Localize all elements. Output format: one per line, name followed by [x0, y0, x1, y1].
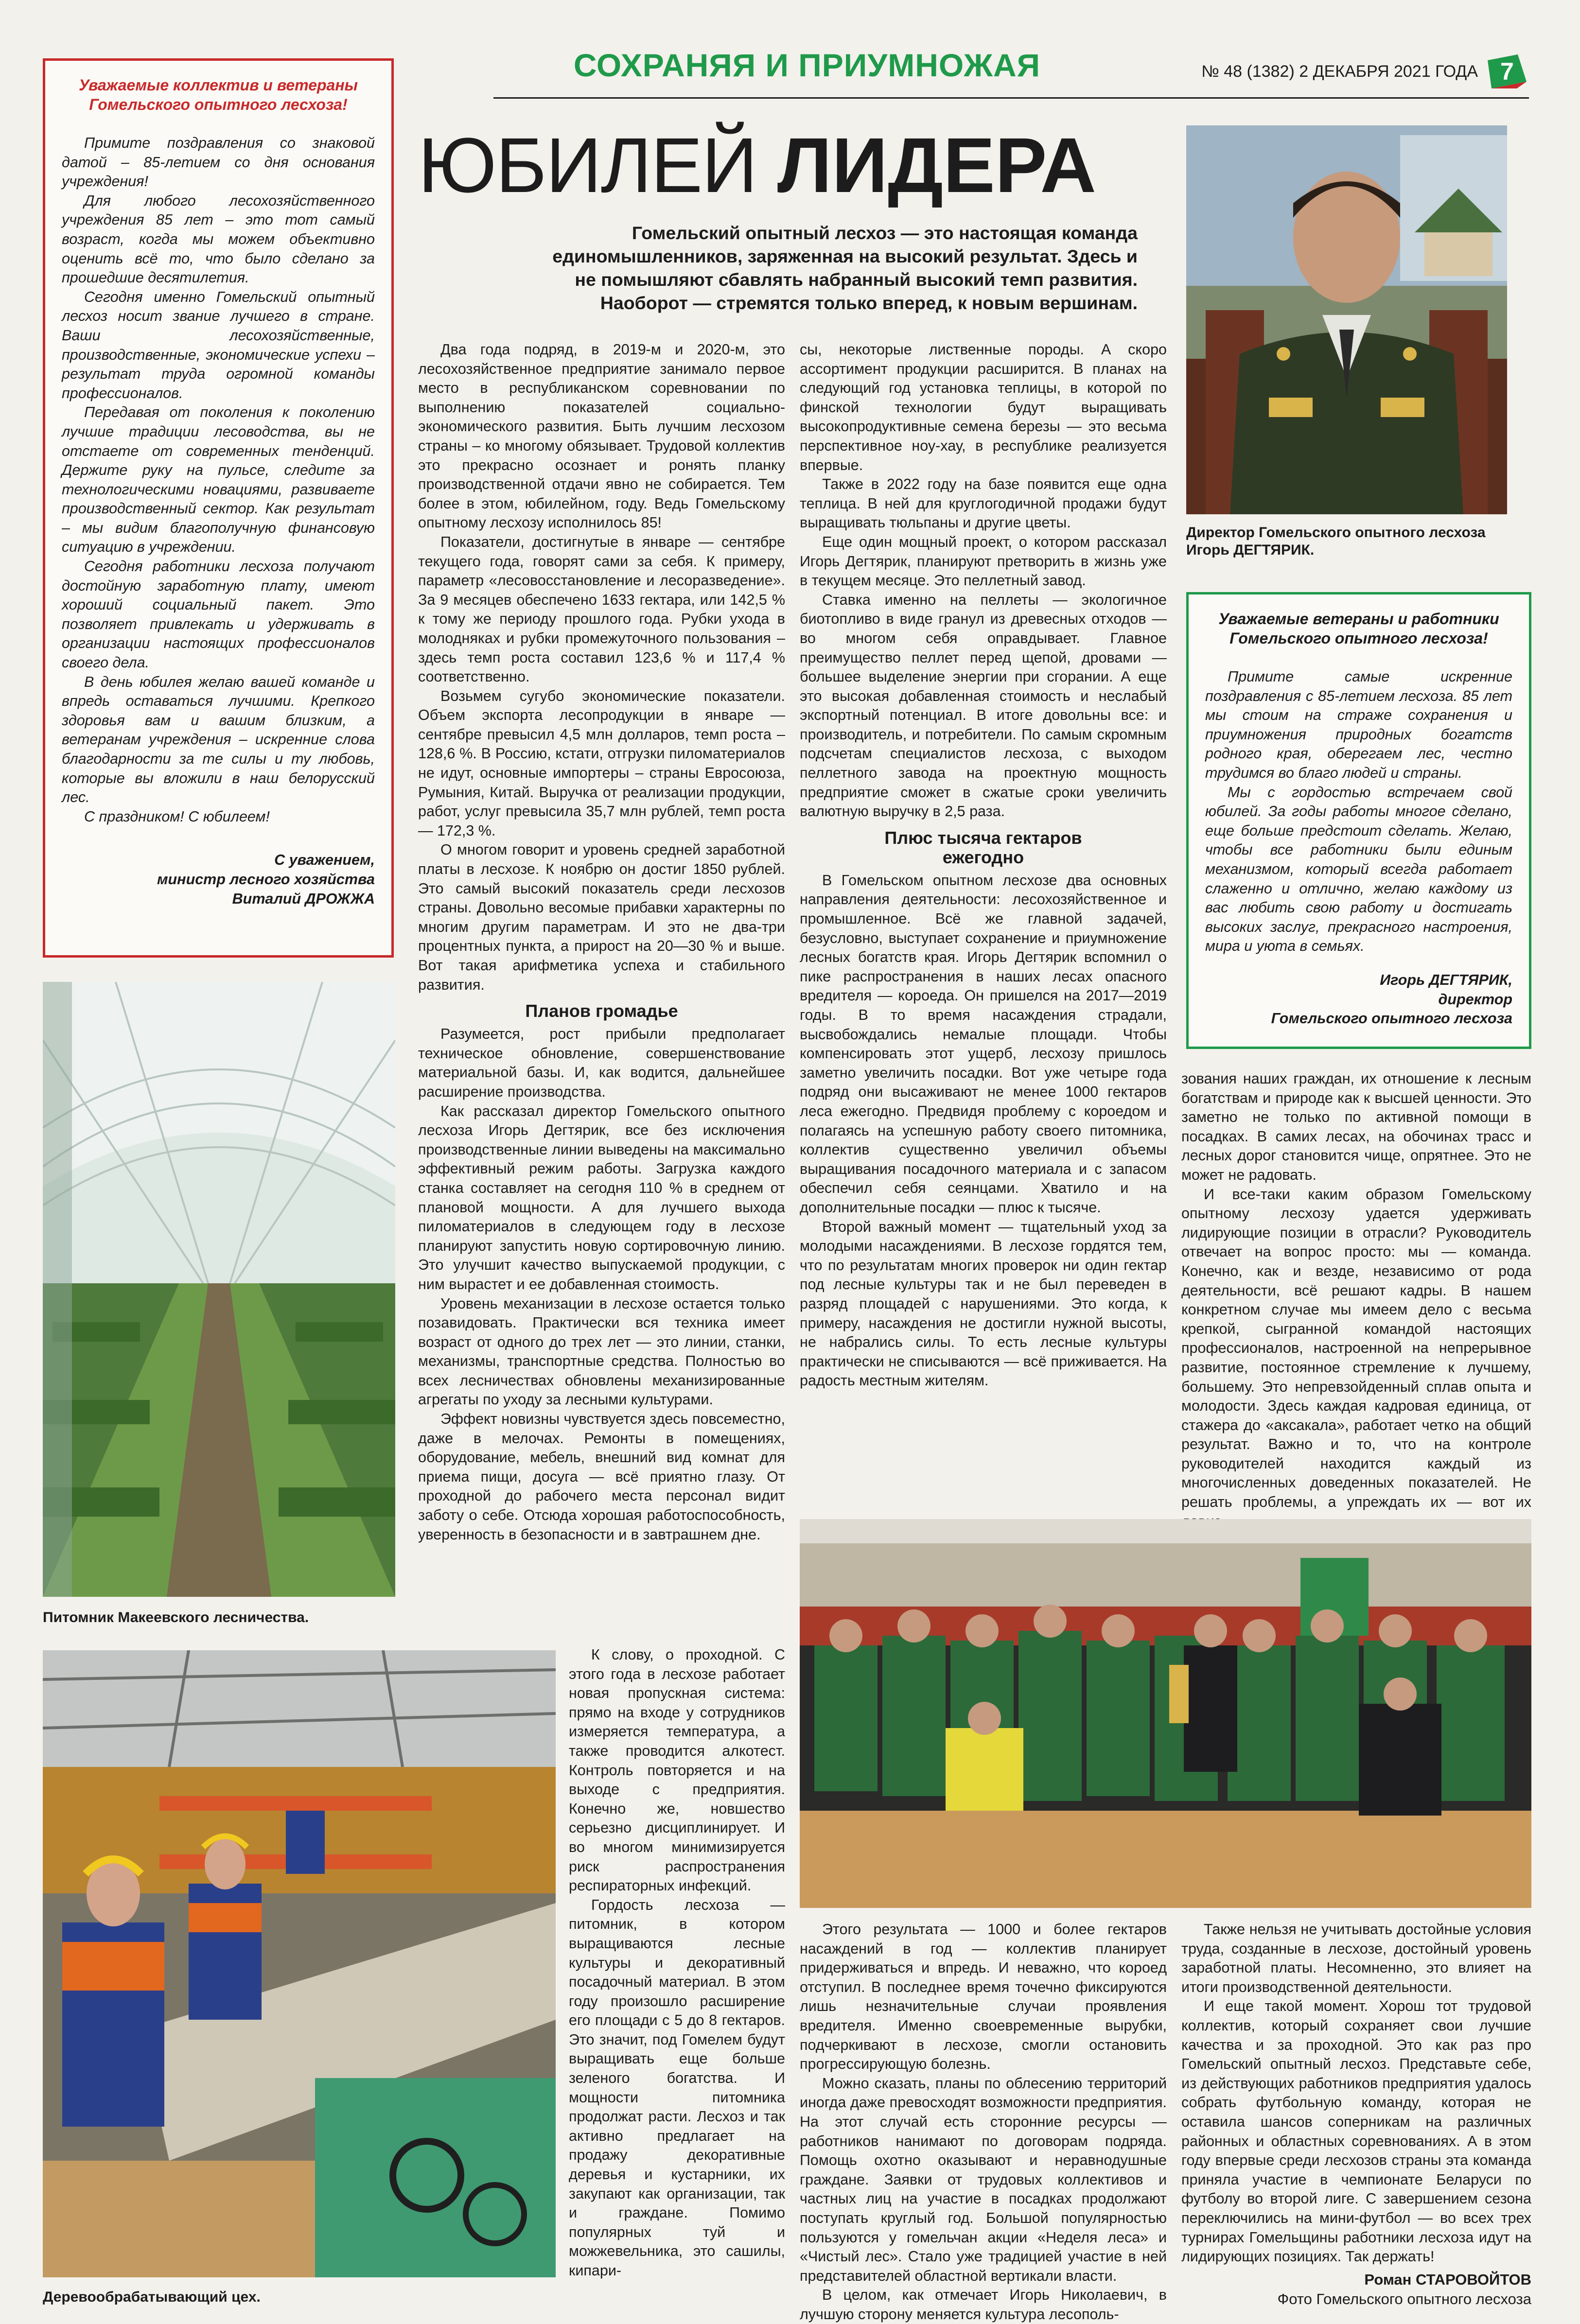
paragraph: В Гомельском опытном лесхозе два основных направления деятельности: лесохозяйственное и промышленное. Всё же главной задачей, безусловно, выступает сохранение и приумножение лесных богатств края. Игорь Дегтярик вспомнил о пике распространения в наших лесах опасного вредителя — короеда. Он пришелся на 2017—2019 годы. В то время насаждения страдали, высвобождались немалые площади. Чтобы компенсировать этот ущерб, лесхозу пришлось заметно увеличить посадки. Вот уже четыре года подряд они высаживают не менее 1000 гектаров леса ежегодно. Предвидя проблему с короедом и полагаясь на успешную работу своего питомника, коллектив существенно увеличил объемы выращивания посадочного материала и с запасом обеспечил себя сеянцами. Хватило и на дополнительные посадки — плюс к тысяче.	[800, 872, 1167, 1216]
page-number-icon	[1488, 54, 1527, 88]
author-name: Роман СТАРОВОЙТОВ	[1364, 2271, 1531, 2288]
article-column-1	[418, 340, 785, 1544]
sig-line: Игорь ДЕГТЯРИК,	[1380, 971, 1512, 988]
paragraph: Уровень механизации в лесхозе остается только позавидовать. Практически вся техника имеет возраст от одного до трех лет — это линии, станки, механизмы, транспортные средства. Полностью во всех лесничествах обновлены механизированные агрегаты по уходу за лесными культурами.	[418, 1295, 785, 1408]
paragraph: Сегодня работники лесхоза получают достойную заработную плату, имеют хороший социальный пакет. Это позволяет привлекать и удерживать в организации настоящих профессионалов своего дела.	[62, 558, 375, 671]
subheading: Плюс тысяча гектаров ежегодно	[884, 827, 1082, 867]
paragraph: Два года подряд, в 2019-м и 2020-м, это лесохозяйственное предприятие занимало первое место в республиканском соревновании по выполнению показателей социально-экономического развития. Быть лучшим лесхозом страны – ко многому обязывает. Трудовой коллектив это прекрасно осознает и ронять планку производственной отдачи явно не собирается. Тем более в этом, юбилейном, году. Ведь Гомельскому опытному лесхозу исполнилось 85!	[418, 341, 785, 531]
paragraph: Примите поздравления со знаковой датой – 85-летием со дня основания учреждения!	[62, 135, 375, 190]
author-byline	[1181, 2270, 1531, 2309]
paragraph: К слову, о проходной. С этого года в лесхозе работает новая пропускная система: прямо на входе у сотрудников измеряется температура, а также проводится алкотест. Контроль повторяется и на выходе с предприятия. Конечно же, новшество серьезно дисциплинирует. И во многом минимизируется риск распространения респираторных инфекций.	[569, 1646, 785, 1894]
minister-box-heading: Уважаемые коллектив и ветераны Гомельского опытного лесхоза!	[79, 76, 358, 113]
paragraph: Второй важный момент — тщательный уход за молодыми насаждениями. В лесхозе гордятся тем, что по результатам многих проверок ни один гектар под лесные культуры так и не был переведен в разряд площадей с нарушениями. Это когда, к примеру, насаждения не достигли нужной высоты, не набрались силы. То есть лесные культуры практически не списываются — всё приживается. На радость местным жителям.	[800, 1218, 1167, 1389]
director-greeting-box	[1186, 592, 1531, 1049]
issue-info: № 48 (1382) 2 ДЕКАБРЯ 2021 ГОДА	[1201, 62, 1478, 81]
section-title: СОХРАНЯЯ И ПРИУМНОЖАЯ	[573, 47, 1041, 83]
sig-line: Виталий ДРОЖЖА	[232, 890, 375, 907]
paragraph: В день юбилея желаю вашей команде и впредь оставаться лучшими. Крепкого здоровья вам и вашим близким, а ветеранам учреждения – искренние слова благодарности за те силы и ту любовь, которые вы вложили в наш белорусский лес.	[62, 673, 375, 806]
nursery-caption: Питомник Макеевского лесничества.	[43, 1609, 309, 1625]
paragraph: Эффект новизны чувствуется здесь повсеместно, даже в мелочах. Ремонты в помещениях, оборудование, мебель, внешний вид комнат для приема пищи, досуга — всё приятно глазу. От проходной до рабочего места персонал видит заботу о себе. Отсюда хорошая работоспособность, уверенность в безопасности и в завтрашнем дне.	[418, 1411, 785, 1543]
paragraph: Примите самые искренние поздравления с 85-летием лесхоза. 85 лет мы стоим на страже сохранения и приумножения природных богатств родного края, оберегаем лес, честно трудимся во благо людей и страны.	[1205, 668, 1512, 781]
football-team-photo	[800, 1519, 1531, 1908]
sig-line: С уважением,	[274, 852, 375, 869]
title-bold: ЛИДЕРА	[777, 122, 1096, 209]
paragraph: Возьмем сугубо экономические показатели. Объем экспорта лесопродукции в январе — сентябре превысил 4,5 млн долларов, темп роста – 128,6 %. В Россию, кстати, отгрузки пиломатериалов не идут, основные импортеры – страны Евросоюза, Румыния, Китай. Выручка от реализации продукции, работ, услуг превысила 35,7 млн рублей, темп роста — 172,3 %.	[418, 687, 785, 839]
workshop-photo	[43, 1650, 556, 2277]
director-signature	[1205, 971, 1512, 1029]
paragraph: Разумеется, рост прибыли предполагает техническое обновление, совершенствование материальной базы. И, как водится, дальнейшее расширение производства.	[418, 1026, 785, 1100]
minister-signature	[62, 851, 375, 909]
article-column-2	[800, 340, 1167, 1391]
paragraph: Показатели, достигнутые в январе — сентябре текущего года, говорят сами за себя. К примеру, параметр «лесовосстановление и лесоразведение». За 9 месяцев обеспечено 1633 гектара, или 142,5 % к тому же периоду прошлого года. Рубки ухода в молодняках и рубки промежуточного пользования – здесь темп роста составил 123,6 % и 117,4 % соответственно.	[418, 533, 785, 685]
paragraph: Ставка именно на пеллеты — экологичное биотопливо в виде гранул из древесных отходов — во многом себя оправдывает. Главное преимущество пеллет перед щепой, дровами — большее выделение энергии при сгорании. А еще это высокая добавленная стоимость и неслабый экспортный потенциал. В итоге довольны все: и производитель, и потребители. По самым скромным подсчетам специалистов лесхоза, с выходом пеллетного завода на проектную мощность предприятие сможет в сжатые сроки увеличить валютную выручку в 2,5 раза.	[800, 591, 1167, 820]
workshop-caption: Деревообрабатывающий цех.	[43, 2289, 261, 2305]
paragraph: Гордость лесхоза — питомник, в котором выращиваются лесные культуры и декоративный посадочный материал. В этом году произошло расширение его площади с 5 до 8 гектаров. Это значит, под Гомелем будут выращивать еще больше зеленого богатства. И мощности питомника продолжат расти. Лесхоз и так активно предлагает на продажу декоративные деревья и кустарники, их закупают как организации, так и граждане. Помимо популярных туй и можжевельника, это сашилы, кипари-	[569, 1896, 785, 2279]
article-column-1-lower	[569, 1645, 785, 2281]
paragraph: сы, некоторые лиственные породы. А скоро ассортимент продукции расширится. В планах на следующий год установка теплицы, в которой по финской технологии будут выращивать высокопродуктивные семена березы — это весьма перспективное ноу-хау, в республике реализуется впервые.	[800, 341, 1167, 473]
paragraph: Сегодня именно Гомельский опытный лесхоз носит звание лучшего в стране. Ваши лесохозяйственные, производственные, экономические успехи – результат труда огромной команды профессионалов.	[62, 288, 375, 402]
minister-greeting-box	[43, 58, 394, 958]
paragraph: И все-таки каким образом Гомельскому опытному лесхозу удается удерживать лидирующие позиции в отрасли? Руководитель отвечает на вопрос просто: мы — команда. Конечно, как и везде, независимо от рода деятельности, всё решают кадры. В нашем конкретном случае мы имеем дело с весьма крепкой, сыгранной командой настоящих профессионалов, настроенной на непрерывное развитие, постоянное стремление к лучшему, большему. Это непревзойденный сплав опыта и молодости. Здесь каждая кадровая единица, от стажера до «аксакала», работает четко на общий результат. Важно и то, что на контроле руководителей находится каждый из многочисленных доведенных показателей. Не решать проблемы, а упреждать их — вот их	[1181, 1186, 1531, 1511]
sig-line: директор	[1438, 991, 1512, 1008]
photo-credit: Фото Гомельского опытного лесхоза	[1277, 2290, 1531, 2307]
paragraph: Этого результата — 1000 и более гектаров насаждений в год — коллектив планирует придерживаться и впредь. И неважно, что короед отступил. В последнее время точечно фиксируются лишь незначительные случаи проявления вредителя. Именно своевременные вырубки, подчеркивают в лесхозе, смогли остановить прогрессирующую болезнь.	[800, 1921, 1167, 2073]
director-box-heading: Уважаемые ветераны и работники Гомельского опытного лесхоза!	[1218, 610, 1499, 647]
paragraph: Для любого лесохозяйственного учреждения 85 лет – это тот самый возраст, когда мы можем объективно оценить всё то, что было сделано за прошедшие десятилетия.	[62, 192, 375, 286]
title-light: ЮБИЛЕЙ	[418, 122, 777, 209]
paragraph: Мы с гордостью встречаем свой юбилей. За годы работы многое сделано, еще больше предстоит сделать. Желаю, чтобы все работники были единым механизмом, который всегда работает слаженно и отлично, желаю каждому из вас любить свою работу и достигать высоких заслуг, прекрасного настроения, мира и уюта в семьях.	[1205, 784, 1512, 955]
paragraph: В целом, как отмечает Игорь Николаевич, в лучшую сторону меняется культура лесополь-	[800, 2287, 1167, 2323]
paragraph: Как рассказал директор Гомельского опытного лесхоза Игорь Дегтярик, все без исключения производственные линии выведены на максимально эффективный режим работы. Загрузка каждого станка составляет на сегодня 110 % в среднем от плановой мощности. А для лучшего выхода пиломатериалов в следующем году в лесхозе планируют запустить новую сортировочную линию. Это улучшит качество выпускаемой продукции, с ним вырастет и ее добавленная стоимость.	[418, 1102, 785, 1293]
article-column-3-lower	[1181, 1920, 1531, 2267]
paragraph: О многом говорит и уровень средней заработной платы в лесхозе. К ноябрю он достиг 1850 рублей. Это самый высокий показатель среди лесхозов страны. Довольно весомые прибавки характерны по многим другим параметрам. И это не два-три процентных пункта, а прирост на 20—30 % и выше. Вот такая арифметика успеха и стабильного развития.	[418, 841, 785, 993]
article-column-3	[1181, 1069, 1531, 1531]
director-photo	[1186, 125, 1507, 514]
paragraph: И еще такой момент. Хорош тот трудовой коллектив, который сохраняет свои лучшие качества и за проходной. Это как раз про Гомельский опытный лесхоз. Представьте себе, из действующих работников предприятия удалось собрать футбольную команду, которая не оставила шансов соперникам на различных районных и областных соревнованиях. А в этом году впервые среди лесхозов страны эта команда приняла участие в чемпионате Беларуси по футболу во второй лиге. С завершением сезона переключились на мини-футбол — во всех трех турнирах Гомельщины работники лесхоза идут на лидирующих позициях. Так держать!	[1181, 1998, 1531, 2265]
header-rule	[493, 97, 1529, 99]
article-lead: Гомельский опытный лесхоз — это настоящая команда единомышленников, заряженная на высокий результат. Здесь и не помышляют сбавлять набранный высокий темп развития. Наоборот — стремятся только вперед, к новым вершинам.	[552, 223, 1138, 313]
paragraph: С праздником! С юбилеем!	[84, 808, 270, 825]
nursery-photo	[43, 982, 395, 1597]
paragraph: Также в 2022 году на базе появится еще одна теплица. В ней для круглогодичной продажи будут выращивать тюльпаны и другие цветы.	[800, 476, 1167, 531]
minister-box-text	[62, 134, 375, 826]
sig-line: министр лесного хозяйства	[157, 871, 375, 888]
director-caption: Директор Гомельского опытного лесхоза Игорь ДЕГТЯРИК.	[1186, 524, 1486, 558]
paragraph: Можно сказать, планы по облесению территорий иногда даже превосходят возможности предприятия. На этот случай есть сторонние ресурсы — работников нанимают по договорам подряда. Помощь охотно оказывают и неравнодушные граждане. Заявки от трудовых коллективов и частных лиц на участие в посадках продолжают поступать круглый год. Большой популярностью пользуются у гомельчан акции «Неделя леса» и «Чистый лес». Стало уже традицией участие в ней представителей областной вертикали власти.	[800, 2075, 1167, 2284]
paragraph: Еще один мощный проект, о котором рассказал Игорь Дегтярик, планируют претворить в жизнь уже в текущем месяце. Это пеллетный завод.	[800, 533, 1167, 589]
article-title	[418, 124, 1096, 207]
paragraph: Также нельзя не учитывать достойные условия труда, созданные в лесхозе, достойный уровень заработной платы. Несомненно, это влияет на итоги производственной деятельности.	[1181, 1921, 1531, 1995]
paragraph: Передавая от поколения к поколению лучшие традиции лесоводства, вы не отстаете от современных тенденций. Держите руку на пульсе, следите за технологическими новациями, развиваете производственный сектор. Как результат – мы видим благополучную финансовую ситуацию в учреждении.	[62, 404, 375, 556]
subheading: Планов громадье	[525, 1001, 678, 1021]
article-column-2-lower	[800, 1920, 1167, 2324]
sig-line: Гомельского опытного лесхоза	[1271, 1010, 1512, 1027]
paragraph: зования наших граждан, их отношение к лесным богатствам и природе как к высшей ценности. Это заметно не только по активной помощи в посадках. В самих лесах, на обочинах трасс и лесных дорог становится чище, опрятнее. Это не может не радовать.	[1181, 1070, 1531, 1183]
page-number: 7	[1500, 58, 1514, 85]
